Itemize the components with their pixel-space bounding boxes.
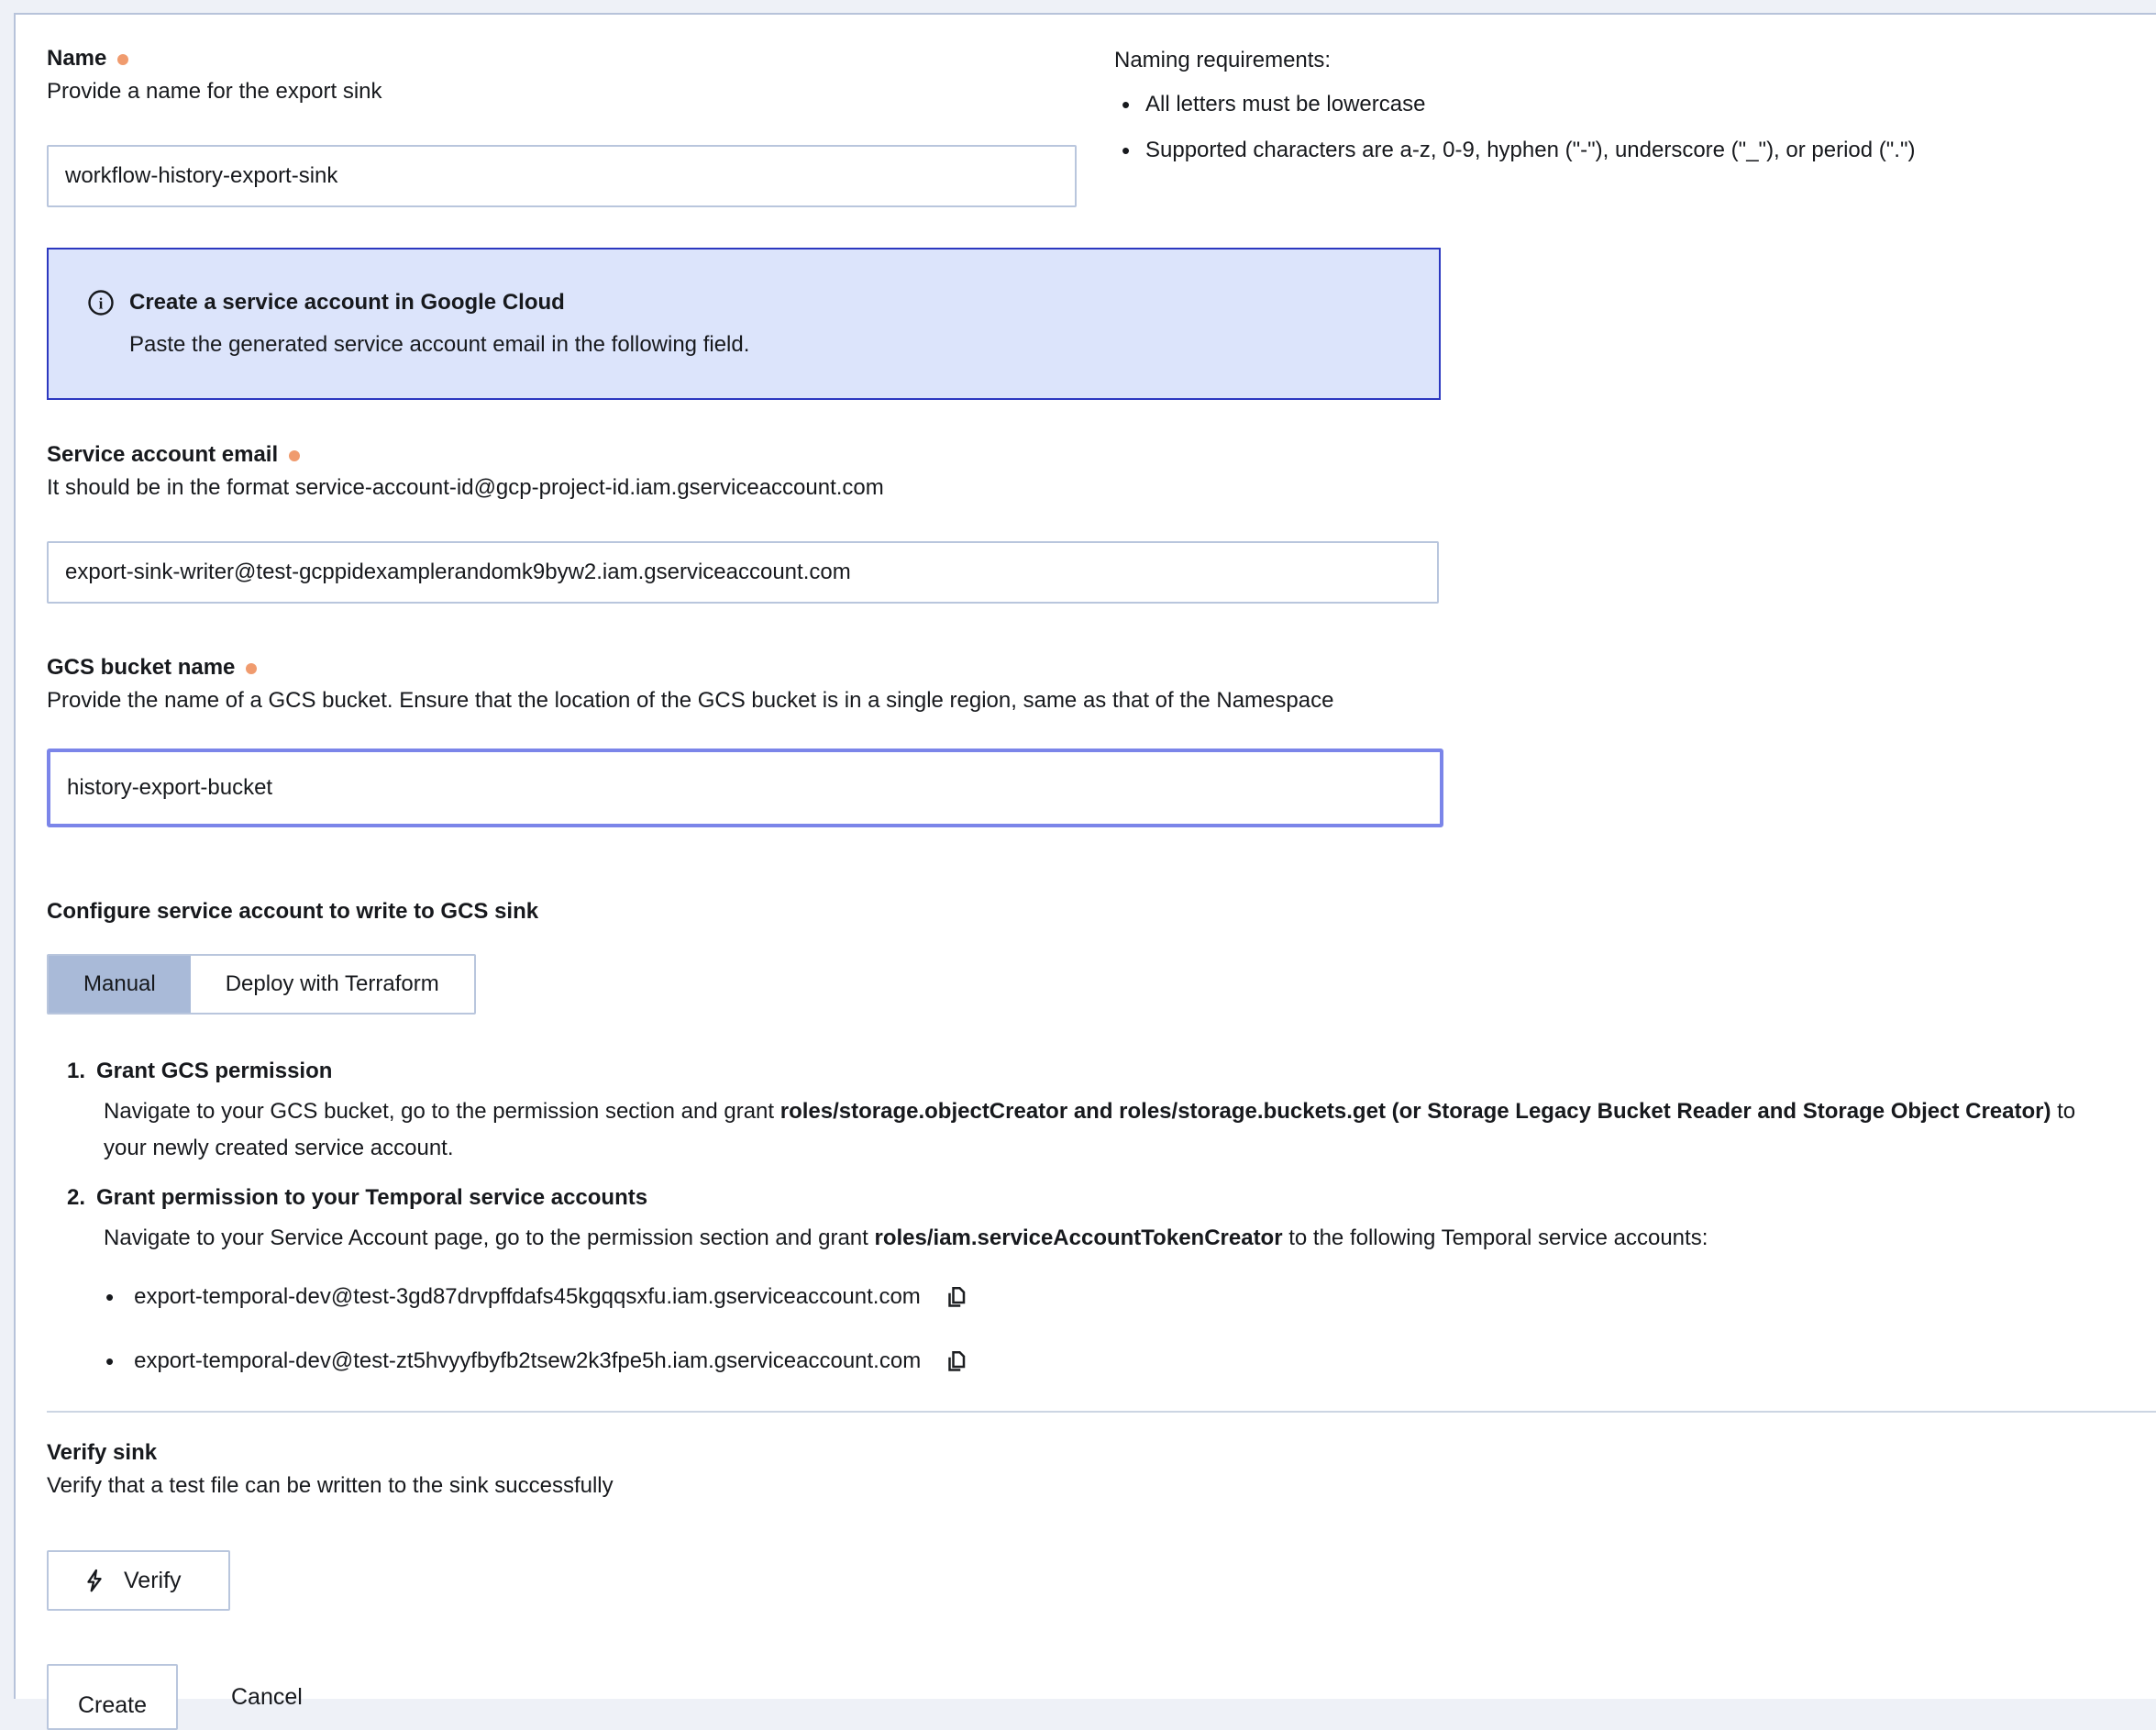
service-account-label: Service account email xyxy=(47,442,279,467)
naming-requirements-list xyxy=(1114,88,2156,167)
naming-requirements-title: Naming requirements: xyxy=(1114,48,1332,72)
required-dot-icon xyxy=(289,450,300,461)
step-grant-gcs-permission xyxy=(67,1055,2156,1167)
service-account-row xyxy=(105,1345,2156,1378)
manual-steps-list xyxy=(67,1055,2156,1378)
service-account-info-box xyxy=(47,248,1441,400)
svg-text:i: i xyxy=(98,294,104,313)
step-header xyxy=(67,1181,2156,1214)
name-field-description: Provide a name for the export sink xyxy=(47,79,382,104)
required-dot-icon xyxy=(117,54,128,65)
copy-icon[interactable] xyxy=(943,1283,970,1311)
sink-name-input[interactable] xyxy=(47,145,1077,207)
service-account-email-input[interactable] xyxy=(47,541,1439,604)
step-grant-temporal-permission xyxy=(67,1181,2156,1378)
name-and-requirements-row xyxy=(47,42,2156,207)
section-divider xyxy=(47,1411,2156,1413)
configure-tab-group xyxy=(47,954,476,1015)
step-description: Navigate to your Service Account page, go to the permission section and grant roles/iam.serviceAccountTokenCreator to the following Temporal service accounts: xyxy=(104,1225,1708,1250)
service-account-description: It should be in the format service-account-id@gcp-project-id.iam.gserviceaccount.com xyxy=(47,475,884,500)
verify-button-label: Verify xyxy=(124,1567,182,1593)
naming-requirement-item: • All letters must be lowercase xyxy=(1114,88,2156,121)
service-account-row xyxy=(105,1281,2156,1314)
export-sink-form-panel xyxy=(14,13,2156,1718)
verify-sink-title: Verify sink xyxy=(47,1440,158,1465)
bucket-label: GCS bucket name xyxy=(47,655,236,680)
name-field-section xyxy=(47,42,1114,207)
naming-requirements-section xyxy=(1114,42,2156,207)
service-account-label-row xyxy=(47,438,2156,471)
temporal-service-account-email: export-temporal-dev@test-3gd87drvpffdafs45kgqqsxfu.iam.gserviceaccount.com xyxy=(134,1284,921,1309)
step-description: Navigate to your GCS bucket, go to the permission section and grant roles/storage.objectCreator and roles/storage.buckets.get (or Storage Legacy Bucket Reader and Storage Object Creator) to your newly created service account. xyxy=(104,1099,2076,1160)
gcs-bucket-name-input[interactable] xyxy=(47,749,1443,827)
temporal-service-accounts-list xyxy=(105,1281,2156,1378)
tab-deploy-with-terraform[interactable]: Deploy with Terraform xyxy=(191,956,474,1013)
info-box-description: Paste the generated service account email in the following field. xyxy=(129,332,750,357)
step-title: Grant GCS permission xyxy=(96,1059,333,1083)
step-number: 2. xyxy=(67,1185,86,1210)
verify-sink-description: Verify that a test file can be written to the sink successfully xyxy=(47,1473,614,1498)
naming-requirement-item: • Supported characters are a-z, 0-9, hyphen ("-"), underscore ("_"), or period (".") xyxy=(1114,134,2156,167)
lightning-bolt-icon xyxy=(82,1568,107,1593)
form-actions xyxy=(47,1664,2156,1730)
bullet-icon: • xyxy=(105,1347,115,1375)
name-field-label-row xyxy=(47,42,1114,75)
temporal-service-account-email: export-temporal-dev@test-zt5hvyyfbyfb2tsew2k3fpe5h.iam.gserviceaccount.com xyxy=(134,1348,922,1373)
create-button[interactable]: Create xyxy=(47,1664,178,1730)
bucket-label-row xyxy=(47,651,2156,684)
copy-icon[interactable] xyxy=(943,1347,970,1375)
info-box-title-row xyxy=(87,286,1411,319)
tab-manual[interactable]: Manual xyxy=(49,956,191,1013)
step-header xyxy=(67,1055,2156,1088)
name-label: Name xyxy=(47,46,107,71)
required-dot-icon xyxy=(246,663,257,674)
info-box-title: Create a service account in Google Cloud xyxy=(129,290,565,315)
info-circle-icon xyxy=(87,289,115,316)
bucket-description: Provide the name of a GCS bucket. Ensure that the location of the GCS bucket is in a single region, same as that of the Namespace xyxy=(47,688,1334,713)
bullet-icon: • xyxy=(105,1282,115,1311)
step-number: 1. xyxy=(67,1059,86,1083)
step-title: Grant permission to your Temporal service accounts xyxy=(96,1185,648,1210)
verify-button[interactable] xyxy=(47,1550,230,1611)
configure-section-title: Configure service account to write to GCS sink xyxy=(47,899,539,924)
cancel-button[interactable]: Cancel xyxy=(231,1664,303,1711)
